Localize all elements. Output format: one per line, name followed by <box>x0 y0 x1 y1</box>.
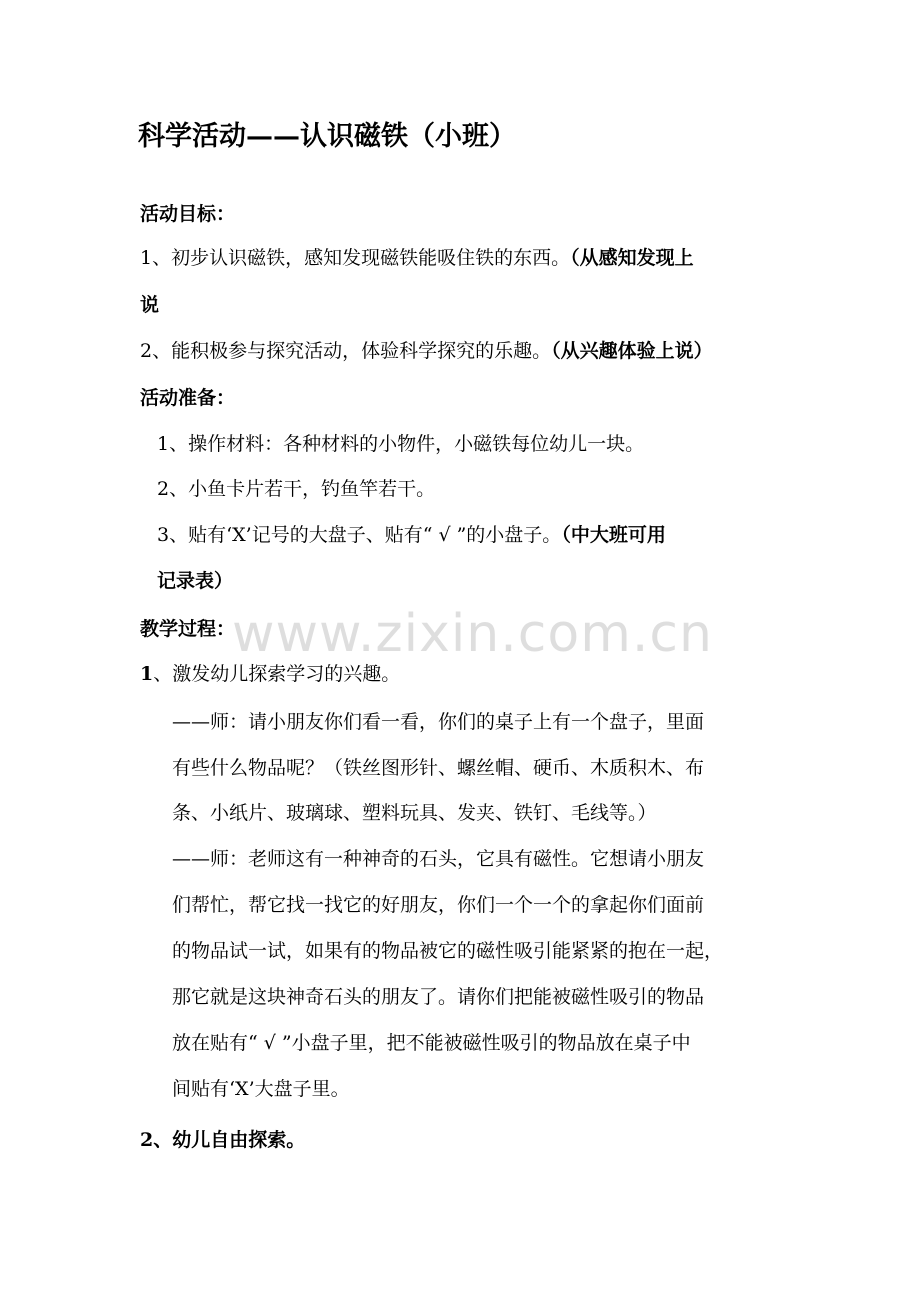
goal-item-1 <box>140 245 800 271</box>
teacher-line: 间贴有‘X’大盘子里。 <box>172 1078 350 1100</box>
preparation-heading: 活动准备： <box>140 387 236 409</box>
goals-heading: 活动目标： <box>140 203 236 225</box>
preparation-item-3 <box>157 522 817 548</box>
teacher-line: ——师：老师这有一种神奇的石头，它具有磁性。它想请小朋友 <box>172 848 705 870</box>
document-title: 科学活动——认识磁铁（小班） <box>138 121 516 152</box>
goal-item-1-text: 1、初步认识磁铁，感知发现磁铁能吸住铁的东西。 <box>140 247 571 269</box>
preparation-item-3-text: 3、贴有‘X’记号的大盘子、贴有“ √ ”的小盘子。 <box>157 524 562 546</box>
teacher-line: 条、小纸片、玻璃球、塑料玩具、发夹、铁钉、毛线等。） <box>172 802 657 824</box>
preparation-item-2: 2、小鱼卡片若干，钓鱼竿若干。 <box>157 478 436 500</box>
process-step-1-text: 、激发幼儿探索学习的兴趣。 <box>153 663 401 685</box>
goal-item-1-note: （从感知发现上 <box>570 247 694 269</box>
process-step-1 <box>140 661 800 687</box>
teacher-line: 放在贴有“ √ ”小盘子里，把不能被磁性吸引的物品放在桌子中 <box>172 1032 691 1054</box>
teacher-line: ——师：请小朋友你们看一看，你们的桌子上有一个盘子，里面 <box>172 711 705 733</box>
watermark: www.zixin.com.cn <box>232 604 713 664</box>
goal-item-1-note-cont: 说 <box>140 294 160 316</box>
preparation-item-1: 1、操作材料：各种材料的小物件，小磁铁每位幼儿一块。 <box>157 433 645 455</box>
teacher-line: 有些什么物品呢？（铁丝图形针、螺丝帽、硬币、木质积木、布 <box>172 757 705 779</box>
process-heading: 教学过程： <box>140 618 236 640</box>
goal-item-2 <box>140 338 800 364</box>
process-step-2: 2、幼儿自由探索。 <box>140 1129 306 1151</box>
preparation-item-3-note-cont: 记录表） <box>157 570 234 592</box>
goal-item-2-text: 2、能积极参与探究活动，体验科学探究的乐趣。 <box>140 340 552 362</box>
teacher-line: 那它就是这块神奇石头的朋友了。请你们把能被磁性吸引的物品 <box>172 986 705 1008</box>
teacher-line: 们帮忙，帮它找一找它的好朋友，你们一个一个的拿起你们面前 <box>172 894 705 916</box>
process-step-1-number: 1 <box>140 663 154 685</box>
goal-item-2-note: （从兴趣体验上说） <box>551 340 713 362</box>
teacher-line: 的物品试一试，如果有的物品被它的磁性吸引能紧紧的抱在一起， <box>172 940 724 962</box>
preparation-item-3-note: （中大班可用 <box>561 524 666 546</box>
